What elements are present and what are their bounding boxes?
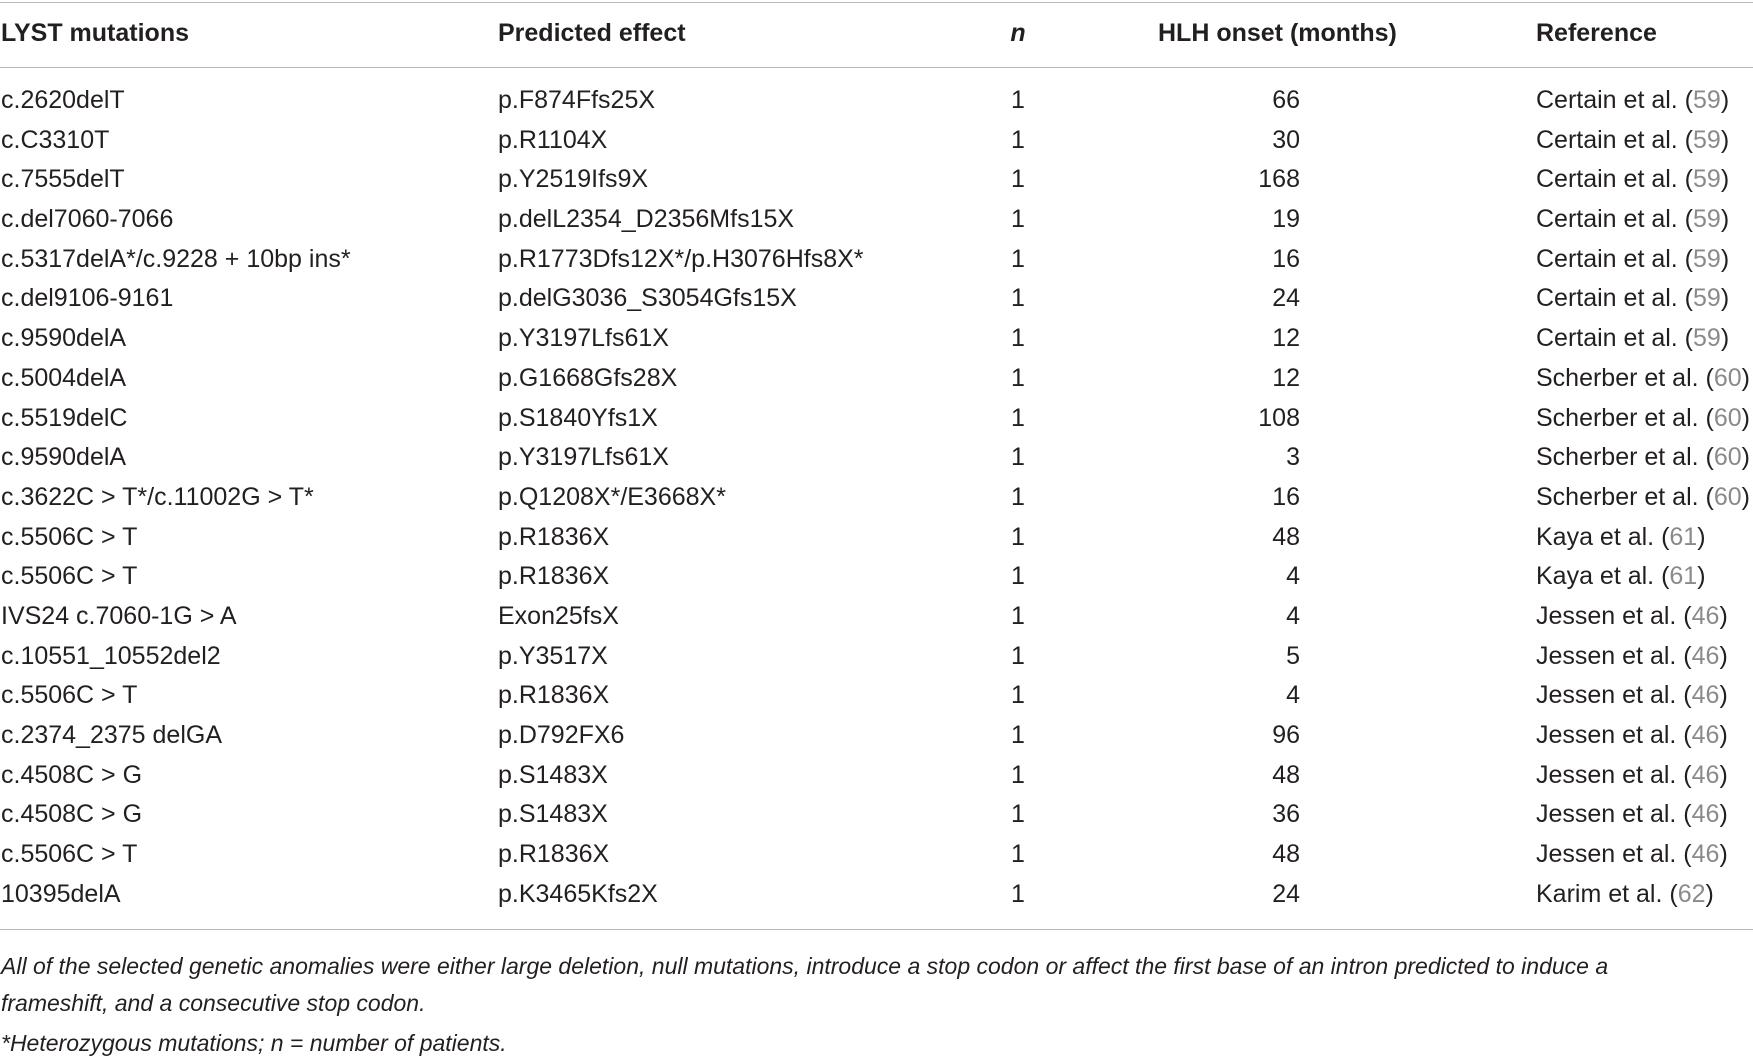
cell-predicted-effect: p.Y3197Lfs61X (498, 443, 669, 472)
cell-hlh-onset: 19 (1272, 205, 1300, 234)
cell-predicted-effect: p.R1836X (498, 840, 610, 869)
cell-predicted-effect: p.S1483X (498, 760, 608, 789)
cell-hlh-onset: 48 (1272, 840, 1300, 869)
reference-citation-link[interactable]: 61 (1669, 522, 1698, 551)
cell-mutation: c.9590delA (1, 324, 127, 353)
reference-author: Jessen et al. ( (1536, 760, 1692, 789)
cell-hlh-onset: 4 (1286, 681, 1300, 710)
reference-author: Jessen et al. ( (1536, 681, 1692, 710)
cell-n: 1 (1011, 205, 1025, 234)
cell-predicted-effect: p.R1104X (498, 125, 608, 154)
table-row (0, 477, 1753, 517)
cell-n: 1 (1011, 601, 1025, 630)
reference-close-paren: ) (1720, 86, 1730, 114)
reference-close-paren: ) (1720, 244, 1730, 273)
reference-close-paren: ) (1719, 800, 1728, 829)
table-row (0, 239, 1753, 279)
reference-citation-link[interactable]: 46 (1691, 721, 1720, 749)
cell-hlh-onset: 5 (1286, 641, 1300, 670)
reference-citation-link[interactable]: 46 (1691, 840, 1720, 869)
reference-citation-link[interactable]: 59 (1693, 125, 1721, 154)
reference-citation-link[interactable]: 59 (1693, 324, 1721, 353)
cell-predicted-effect: p.R1773Dfs12X*/p.H3076Hfs8X* (498, 244, 864, 273)
cell-hlh-onset: 4 (1286, 562, 1300, 591)
reference-author: Certain et al. ( (1536, 125, 1694, 154)
table-row (0, 556, 1753, 596)
table-row (0, 755, 1753, 795)
cell-predicted-effect: p.Q1208X*/E3668X* (498, 482, 726, 511)
reference-close-paren: ) (1720, 284, 1730, 313)
reference-citation-link[interactable]: 46 (1691, 641, 1720, 670)
cell-predicted-effect: p.Y3517X (498, 641, 608, 670)
reference-close-paren: ) (1720, 125, 1730, 154)
reference-citation-link[interactable]: 46 (1691, 601, 1720, 630)
reference-author: Scherber et al. ( (1536, 403, 1714, 432)
cell-hlh-onset: 12 (1272, 324, 1300, 353)
cell-mutation: c.C3310T (1, 125, 110, 154)
table-row (0, 199, 1753, 239)
cell-predicted-effect: p.S1840Yfs1X (498, 403, 658, 432)
table-body (0, 80, 1753, 913)
table-row (0, 159, 1753, 199)
reference-author: Certain et al. ( (1536, 324, 1694, 353)
cell-mutation: c.5519delC (1, 403, 128, 432)
cell-n: 1 (1011, 800, 1025, 829)
header-predicted-effect: Predicted effect (498, 19, 686, 47)
cell-hlh-onset: 30 (1272, 125, 1300, 154)
table-row (0, 675, 1753, 715)
cell-predicted-effect: p.R1836X (498, 681, 610, 710)
cell-mutation: c.del7060-7066 (1, 205, 174, 234)
table-row (0, 834, 1753, 874)
reference-close-paren: ) (1720, 324, 1730, 353)
cell-n: 1 (1011, 165, 1025, 194)
reference-citation-link[interactable]: 60 (1713, 363, 1742, 392)
reference-citation-link[interactable]: 46 (1691, 681, 1720, 710)
cell-predicted-effect: p.G1668Gfs28X (498, 363, 678, 392)
cell-n: 1 (1011, 522, 1025, 551)
cell-mutation: c.10551_10552del2 (1, 641, 221, 670)
cell-n: 1 (1011, 125, 1025, 154)
cell-n: 1 (1011, 721, 1025, 749)
reference-author: Certain et al. ( (1536, 244, 1694, 273)
reference-citation-link[interactable]: 61 (1669, 562, 1698, 591)
table-row (0, 358, 1753, 398)
reference-citation-link[interactable]: 60 (1713, 482, 1742, 511)
header-lyst-mutations: LYST mutations (1, 19, 189, 47)
cell-hlh-onset: 66 (1272, 86, 1300, 114)
cell-n: 1 (1011, 681, 1025, 710)
reference-close-paren: ) (1741, 403, 1750, 432)
reference-author: Jessen et al. ( (1536, 601, 1692, 630)
reference-author: Scherber et al. ( (1536, 482, 1714, 511)
cell-n: 1 (1011, 403, 1025, 432)
cell-predicted-effect: p.R1836X (498, 562, 610, 591)
cell-hlh-onset: 16 (1272, 244, 1300, 273)
reference-author: Certain et al. ( (1536, 205, 1694, 234)
cell-mutation: c.5317delA*/c.9228 + 10bp ins* (1, 244, 351, 273)
reference-close-paren: ) (1720, 205, 1730, 234)
cell-predicted-effect: p.Y2519Ifs9X (498, 165, 649, 194)
cell-predicted-effect: Exon25fsX (498, 601, 619, 630)
cell-n: 1 (1011, 840, 1025, 869)
cell-predicted-effect: p.S1483X (498, 800, 608, 829)
reference-author: Certain et al. ( (1536, 86, 1694, 114)
reference-citation-link[interactable]: 60 (1713, 403, 1742, 432)
cell-predicted-effect: p.delL2354_D2356Mfs15X (498, 205, 795, 234)
table-bottom-rule (0, 929, 1753, 930)
reference-close-paren: ) (1697, 562, 1706, 591)
cell-mutation: IVS24 c.7060-1G > A (1, 601, 237, 630)
reference-author: Jessen et al. ( (1536, 721, 1692, 749)
reference-close-paren: ) (1697, 522, 1706, 551)
table-row (0, 715, 1753, 755)
table-row (0, 120, 1753, 160)
cell-hlh-onset: 36 (1272, 800, 1300, 829)
cell-n: 1 (1011, 324, 1025, 353)
cell-n: 1 (1011, 244, 1025, 273)
reference-citation-link[interactable]: 59 (1693, 165, 1721, 194)
table-row (0, 596, 1753, 636)
table-header-row (0, 10, 1753, 56)
reference-close-paren: ) (1719, 721, 1728, 749)
cell-hlh-onset: 24 (1272, 284, 1300, 313)
cell-predicted-effect: p.D792FX6 (498, 721, 625, 749)
reference-citation-link[interactable]: 46 (1691, 760, 1720, 789)
header-hlh-onset: HLH onset (months) (1158, 19, 1397, 47)
cell-hlh-onset: 108 (1258, 403, 1300, 432)
reference-close-paren: ) (1741, 363, 1750, 392)
table-row (0, 794, 1753, 834)
cell-hlh-onset: 12 (1272, 363, 1300, 392)
cell-mutation: c.del9106-9161 (1, 284, 174, 313)
reference-citation-link[interactable]: 59 (1693, 86, 1721, 114)
reference-author: Kaya et al. ( (1536, 562, 1670, 591)
reference-close-paren: ) (1720, 165, 1730, 194)
reference-author: Karim et al. ( (1536, 879, 1678, 908)
reference-close-paren: ) (1719, 760, 1728, 789)
reference-close-paren: ) (1719, 681, 1728, 710)
cell-mutation: c.3622C > T*/c.11002G > T* (1, 482, 314, 511)
reference-close-paren: ) (1719, 840, 1728, 869)
reference-close-paren: ) (1705, 879, 1714, 908)
cell-n: 1 (1011, 363, 1025, 392)
cell-reference (1536, 871, 1714, 917)
reference-close-paren: ) (1741, 443, 1750, 472)
cell-mutation: c.2620delT (1, 86, 125, 114)
cell-mutation: c.5506C > T (1, 681, 138, 710)
reference-citation-link[interactable]: 59 (1693, 284, 1721, 313)
table-top-rule (0, 2, 1753, 3)
cell-mutation: 10395delA (1, 879, 121, 908)
cell-n: 1 (1011, 482, 1025, 511)
table-row (0, 437, 1753, 477)
cell-mutation: c.2374_2375 delGA (1, 721, 223, 749)
cell-hlh-onset: 24 (1272, 879, 1300, 908)
cell-n: 1 (1011, 443, 1025, 472)
cell-predicted-effect: p.delG3036_S3054Gfs15X (498, 284, 797, 313)
reference-citation-link[interactable]: 59 (1693, 205, 1721, 234)
reference-close-paren: ) (1741, 482, 1750, 511)
reference-author: Jessen et al. ( (1536, 641, 1692, 670)
reference-author: Jessen et al. ( (1536, 800, 1692, 829)
table-row (0, 80, 1753, 120)
table-header-rule (0, 67, 1753, 68)
cell-mutation: c.5506C > T (1, 522, 138, 551)
cell-hlh-onset: 16 (1272, 482, 1300, 511)
cell-mutation: c.4508C > G (1, 800, 143, 829)
cell-hlh-onset: 96 (1272, 721, 1300, 749)
reference-close-paren: ) (1719, 641, 1728, 670)
reference-author: Scherber et al. ( (1536, 443, 1714, 472)
cell-hlh-onset: 168 (1258, 165, 1300, 194)
table-row (0, 517, 1753, 557)
table-footnote-general (1, 948, 1751, 1022)
cell-hlh-onset: 48 (1272, 760, 1300, 789)
reference-citation-link[interactable]: 59 (1693, 244, 1721, 273)
cell-predicted-effect: p.Y3197Lfs61X (498, 324, 669, 353)
cell-mutation: c.9590delA (1, 443, 127, 472)
table-row (0, 278, 1753, 318)
reference-author: Scherber et al. ( (1536, 363, 1714, 392)
table-row (0, 318, 1753, 358)
table-row (0, 636, 1753, 676)
cell-n: 1 (1011, 86, 1025, 114)
reference-author: Certain et al. ( (1536, 284, 1694, 313)
reference-citation-link[interactable]: 46 (1691, 800, 1720, 829)
table-row (0, 874, 1753, 914)
reference-close-paren: ) (1719, 601, 1728, 630)
reference-author: Kaya et al. ( (1536, 522, 1670, 551)
cell-n: 1 (1011, 879, 1025, 908)
reference-author: Certain et al. ( (1536, 165, 1694, 194)
footnote-line-1: All of the selected genetic anomalies were either large deletion, null mutations, introduce a stop codon or affect the first base of an intron predicted to induce a (1, 953, 1609, 979)
cell-n: 1 (1011, 284, 1025, 313)
header-reference: Reference (1536, 19, 1657, 47)
cell-predicted-effect: p.R1836X (498, 522, 610, 551)
reference-citation-link[interactable]: 62 (1677, 879, 1706, 908)
cell-mutation: c.5506C > T (1, 840, 138, 869)
table-footnote-heterozygous: *Heterozygous mutations; n = number of patients. (1, 1030, 507, 1056)
cell-n: 1 (1011, 641, 1025, 670)
cell-mutation: c.5506C > T (1, 562, 138, 591)
cell-n: 1 (1011, 562, 1025, 591)
cell-n: 1 (1011, 760, 1025, 789)
cell-predicted-effect: p.F874Ffs25X (498, 86, 656, 114)
header-n: n (1010, 19, 1026, 47)
reference-citation-link[interactable]: 60 (1713, 443, 1742, 472)
cell-hlh-onset: 3 (1286, 443, 1300, 472)
cell-predicted-effect: p.K3465Kfs2X (498, 879, 658, 908)
reference-author: Jessen et al. ( (1536, 840, 1692, 869)
cell-hlh-onset: 48 (1272, 522, 1300, 551)
cell-mutation: c.7555delT (1, 165, 125, 194)
cell-hlh-onset: 4 (1286, 601, 1300, 630)
cell-mutation: c.5004delA (1, 363, 127, 392)
table-row (0, 398, 1753, 438)
cell-mutation: c.4508C > G (1, 760, 143, 789)
footnote-line-2: frameshift, and a consecutive stop codon. (1, 990, 426, 1016)
